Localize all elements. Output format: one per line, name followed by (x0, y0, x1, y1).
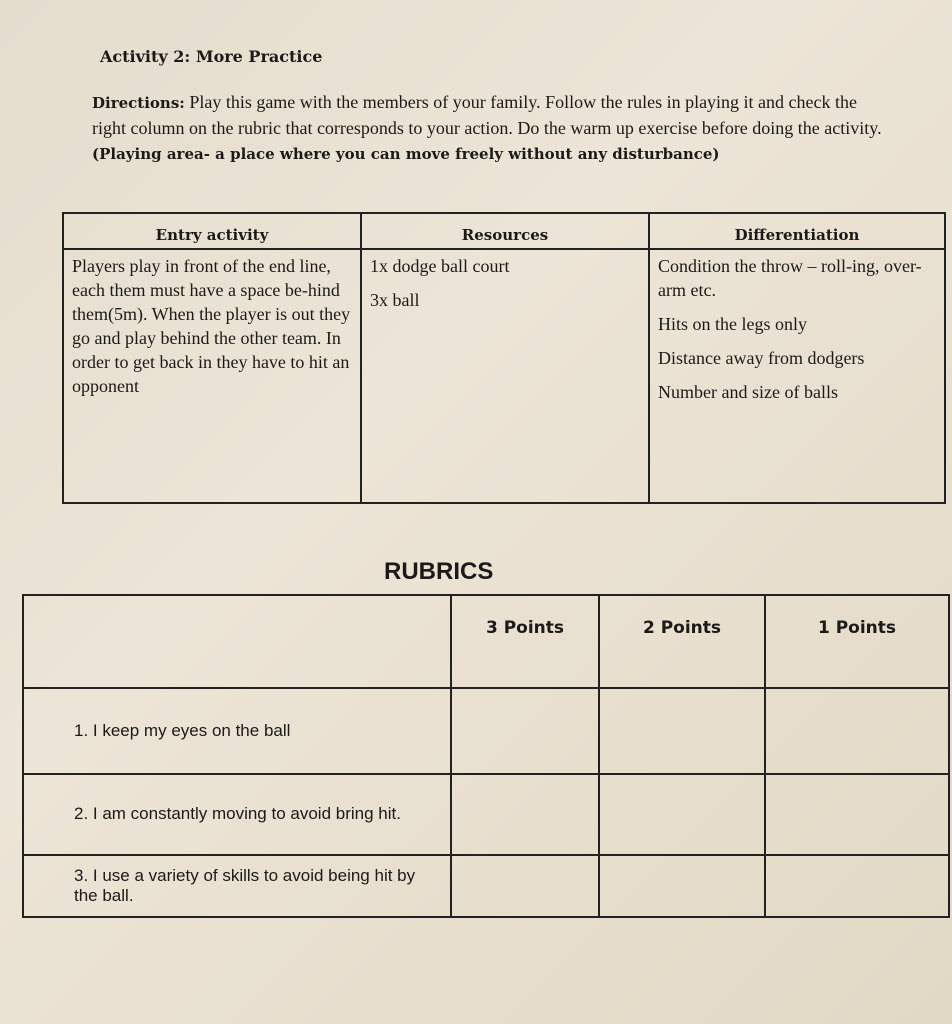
score-cell-1[interactable] (765, 688, 949, 775)
directions-label: Directions: (92, 94, 185, 112)
activity-title: Activity 2: More Practice (100, 47, 323, 66)
table-row (23, 774, 949, 855)
table-row (63, 249, 945, 503)
criterion: 3. I use a variety of skills to avoid being hit by the ball. (23, 855, 451, 917)
resource-item: 3x ball (370, 290, 420, 310)
table-row (23, 688, 949, 775)
score-cell-2[interactable] (599, 688, 765, 775)
directions-text: Play this game with the members of your family. Follow the rules in playing it and check the right column on the rubric that corresponds to your action. Do the warm up exercise before doing the activity. (92, 92, 882, 138)
resource-item: 1x dodge ball court (370, 256, 510, 276)
table-header-row (63, 213, 945, 249)
activity-table (62, 212, 946, 504)
score-cell-2[interactable] (599, 774, 765, 855)
directions (92, 90, 892, 167)
score-cell-3[interactable] (451, 688, 599, 775)
header-differentiation: Differentiation (649, 213, 945, 249)
rubrics-title: RUBRICS (384, 558, 494, 585)
score-cell-3[interactable] (451, 855, 599, 917)
score-cell-2[interactable] (599, 855, 765, 917)
score-cell-3[interactable] (451, 774, 599, 855)
directions-note: (Playing area- a place where you can move freely without any disturbance) (92, 145, 720, 163)
resources-cell (361, 249, 649, 503)
differentiation-item: Distance away from dodgers (658, 348, 865, 368)
differentiation-item: Condition the throw – roll-ing, over-arm etc. (658, 256, 922, 300)
rubrics-table (22, 594, 950, 918)
header-resources: Resources (361, 213, 649, 249)
header-2-points: 2 Points (599, 595, 765, 688)
differentiation-item: Number and size of balls (658, 382, 838, 402)
header-1-points: 1 Points (765, 595, 949, 688)
criterion: 2. I am constantly moving to avoid bring hit. (23, 774, 451, 855)
differentiation-item: Hits on the legs only (658, 314, 807, 334)
score-cell-1[interactable] (765, 855, 949, 917)
header-3-points: 3 Points (451, 595, 599, 688)
header-criteria (23, 595, 451, 688)
criterion: 1. I keep my eyes on the ball (23, 688, 451, 775)
rubrics-header-row (23, 595, 949, 688)
table-row (23, 855, 949, 917)
score-cell-1[interactable] (765, 774, 949, 855)
differentiation-cell (649, 249, 945, 503)
header-entry-activity: Entry activity (63, 213, 361, 249)
entry-activity-cell: Players play in front of the end line, each them must have a space be-hind them(5m). When the player is out they go and play behind the other team. In order to get back in they have to hit an opponent (63, 249, 361, 503)
